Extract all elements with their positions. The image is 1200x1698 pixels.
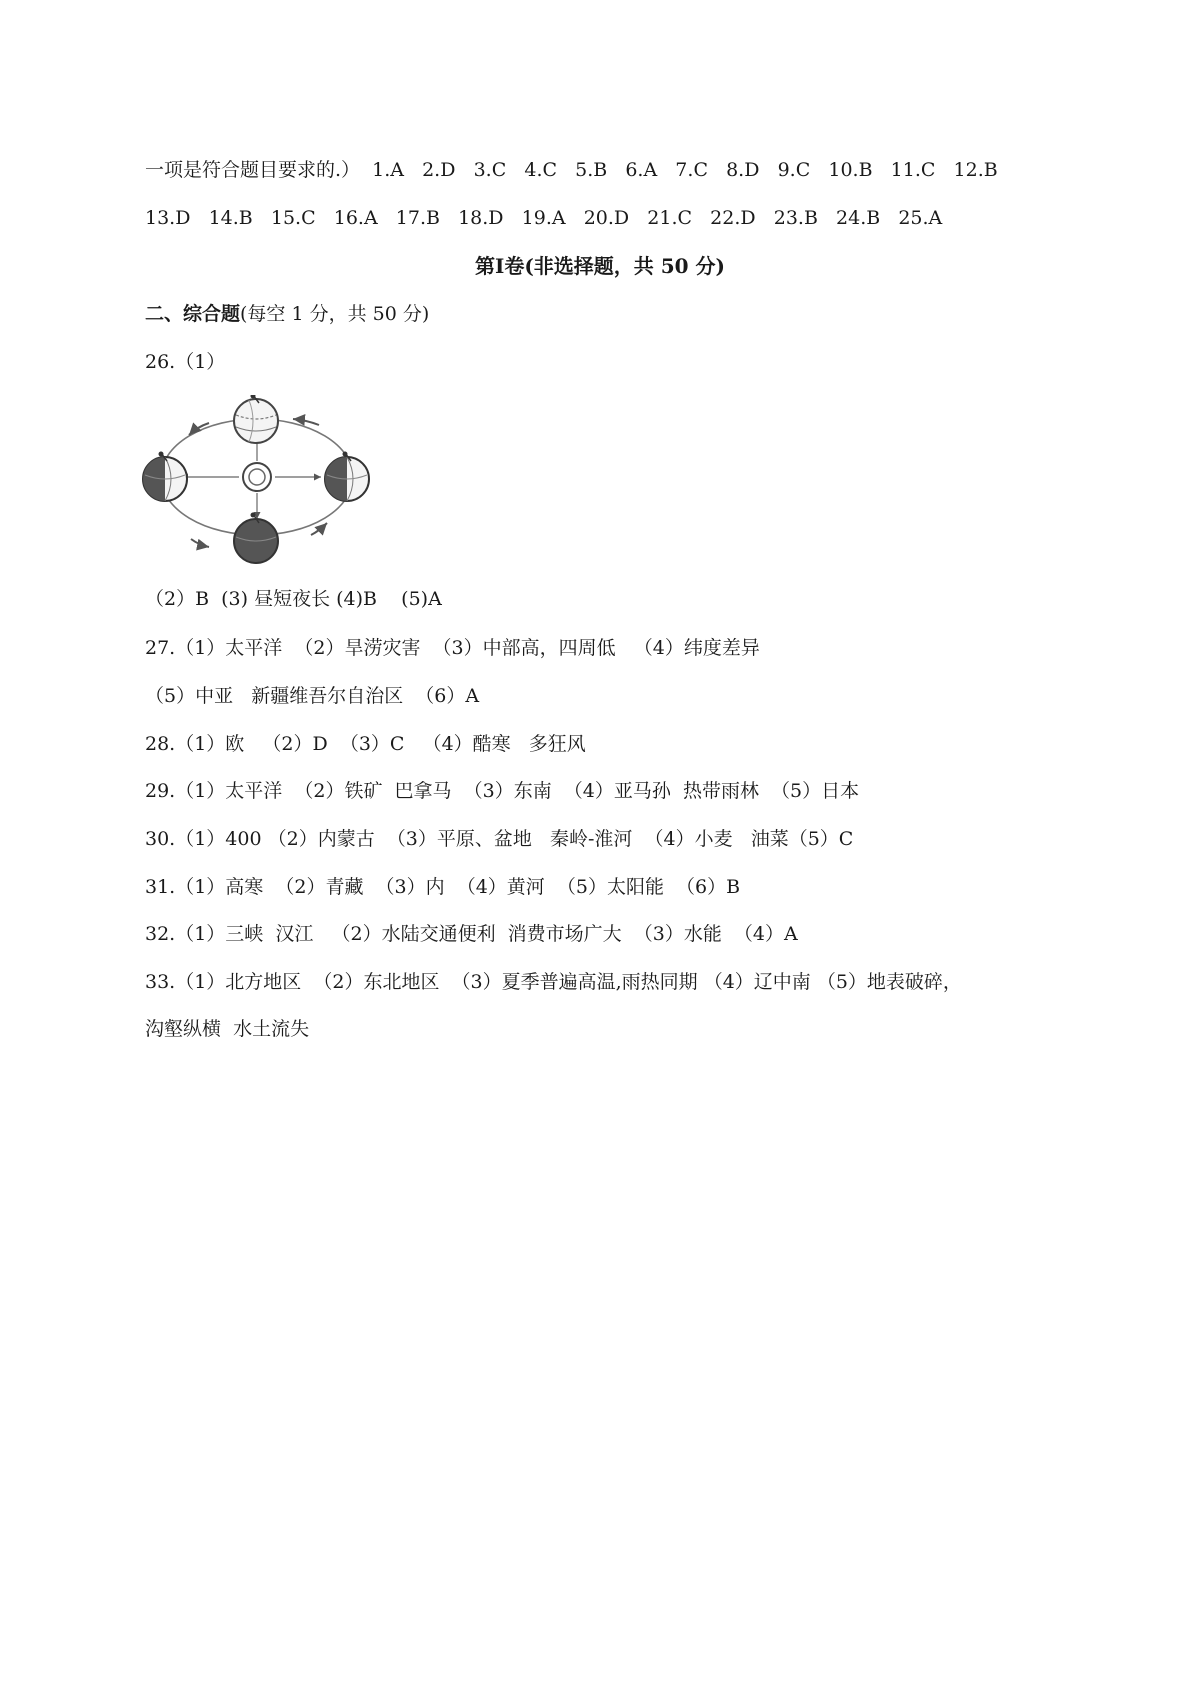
orbit-arrow-icon [191,539,209,547]
earth-icon [325,452,369,502]
answer-line: 32.（1）三峡 汉江 （2）水陆交通便利 消费市场广大 （3）水能 （4）A [145,923,798,945]
earth-orbit-diagram [141,395,381,570]
section-title: 第Ⅰ卷(非选择题，共 50 分) [474,254,726,278]
orbit-arrow-icon [189,423,209,435]
part2-heading [145,302,429,326]
earth-icon [234,395,278,443]
q26-rest: （2）B (3) 昼短夜长 (4)B (5)A [145,588,442,610]
answer-line: 27.（1）太平洋 （2）旱涝灾害 （3）中部高，四周低 （4）纬度差异 [145,637,760,659]
answer-line: 33.（1）北方地区 （2）东北地区 （3）夏季普遍高温,雨热同期 （4）辽中南 （5）地表破碎， [145,971,962,993]
answer-line: （5）中亚 新疆维吾尔自治区 （6）A [145,685,480,707]
part2-heading-text: 二、综合题 [145,303,241,325]
part2-note: (每空 1 分，共 50 分) [240,303,430,325]
answer-line: 31.（1）高寒 （2）青藏 （3）内 （4）黄河 （5）太阳能 （6）B [145,876,741,898]
mc-answers-line-1: 一项是符合题目要求的.） 1.A 2.D 3.C 4.C 5.B 6.A 7.C 8.D 9.C 10.B 11.C 12.B [145,159,998,181]
answer-line: 沟壑纵横 水土流失 [145,1018,310,1040]
q26-label: 26.（1） [145,351,226,373]
sun-icon [243,463,271,491]
earth-icon [143,452,187,502]
answer-line: 30.（1）400 （2）内蒙古 （3）平原、盆地 秦岭-淮河 （4）小麦 油菜（5）C [145,828,854,850]
mc-answers-line-2: 13.D 14.B 15.C 16.A 17.B 18.D 19.A 20.D 21.C 22.D 23.B 24.B 25.A [145,207,943,229]
earth-icon [234,513,278,564]
answer-line: 29.（1）太平洋 （2）铁矿 巴拿马 （3）东南 （4）亚马孙 热带雨林 （5）日本 [145,780,860,802]
answer-line: 28.（1）欧 （2）D （3）C （4）酷寒 多狂风 [145,733,586,755]
